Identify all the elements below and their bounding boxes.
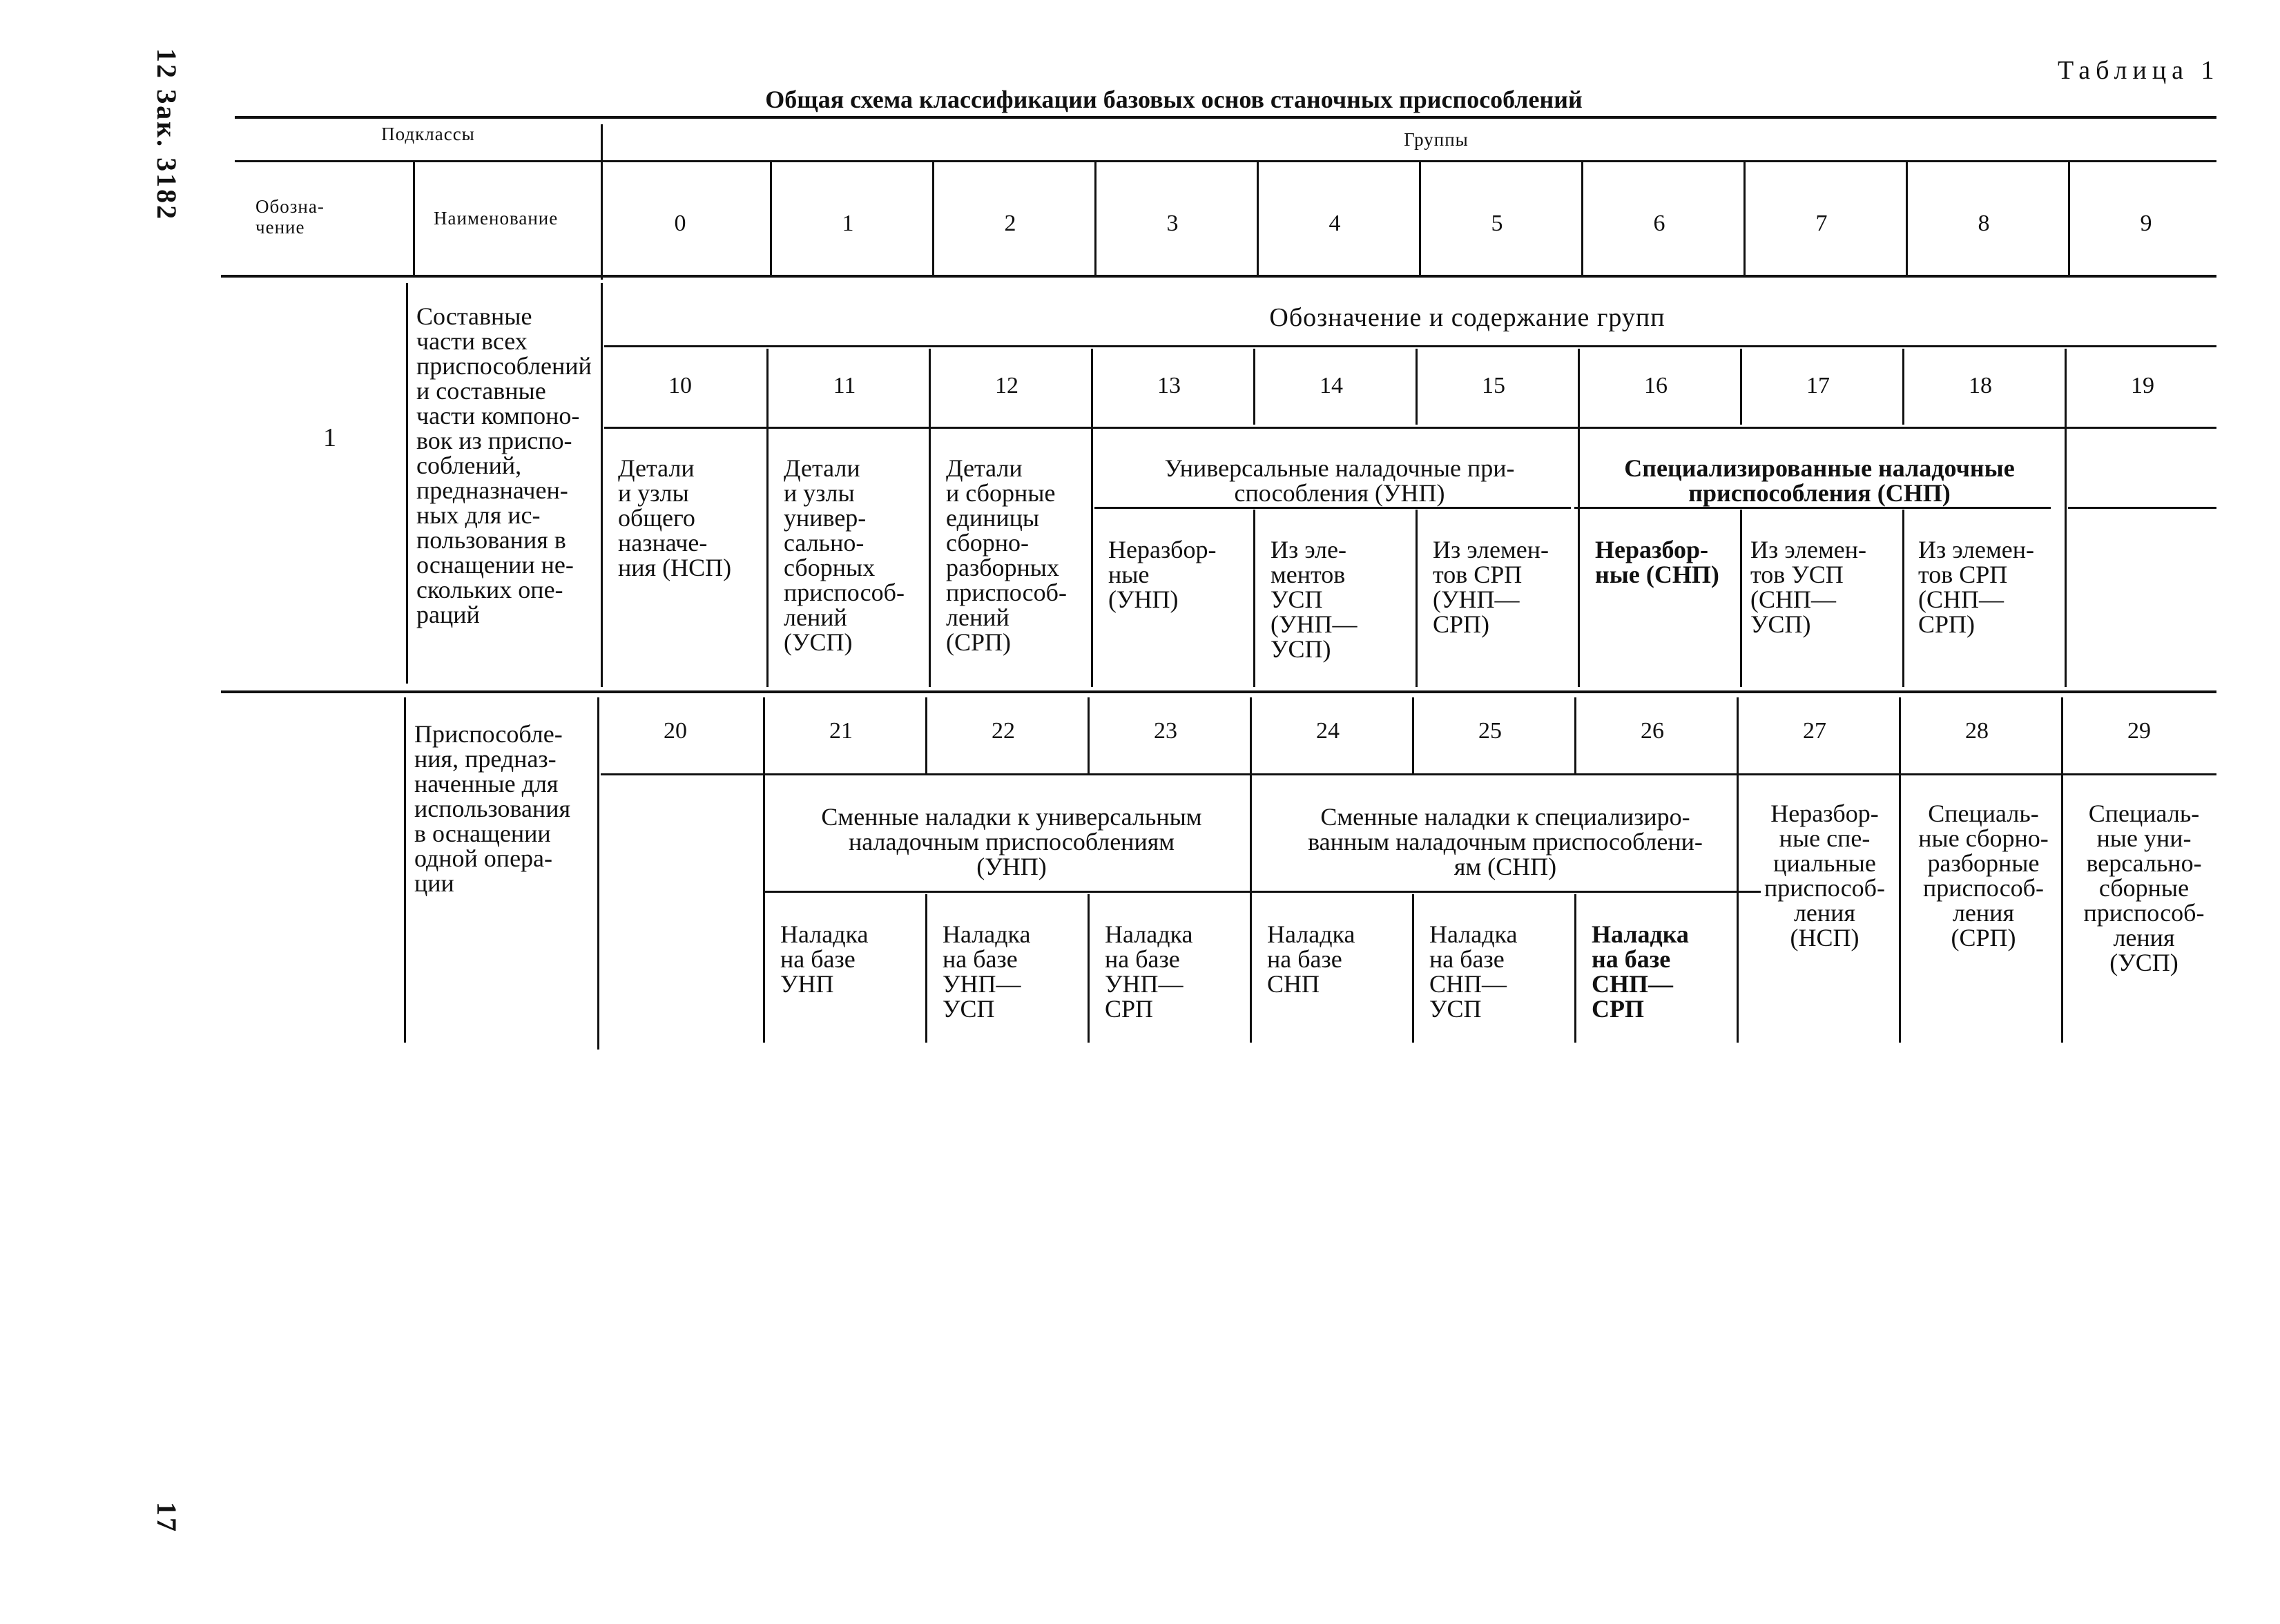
unp-header: Универсальные наладочные при- способления (УНП) bbox=[1164, 454, 1515, 507]
group-code-26: 26 bbox=[1641, 718, 1664, 744]
cell-15: Из элемен- тов СРП (УНП— СРП) bbox=[1433, 536, 1549, 638]
cell-16: Неразбор- ные (СНП) bbox=[1595, 536, 1719, 588]
cell-26: Наладка на базе СНП— СРП bbox=[1592, 920, 1689, 1023]
group-code-12: 12 bbox=[995, 373, 1018, 398]
group-number-2: 2 bbox=[1004, 211, 1016, 236]
vline bbox=[601, 283, 603, 687]
cell-28: Специаль- ные сборно- разборные приспособ- ления (СРП) bbox=[1918, 800, 2049, 951]
group-number-3: 3 bbox=[1166, 211, 1179, 236]
vline bbox=[2061, 697, 2063, 1043]
group-number-5: 5 bbox=[1491, 211, 1503, 236]
cell-27: Неразбор- ные спе- циальные приспособ- ления (НСП) bbox=[1764, 800, 1885, 951]
vline bbox=[1574, 894, 1576, 1043]
group-code-11: 11 bbox=[833, 373, 856, 398]
group-code-22: 22 bbox=[992, 718, 1015, 744]
cell-23: Наладка на базе УНП— СРП bbox=[1105, 920, 1193, 1023]
group-number-7: 7 bbox=[1815, 211, 1828, 236]
groups-header: Группы bbox=[1404, 129, 1469, 150]
group-code-28: 28 bbox=[1965, 718, 1989, 744]
order-number: 12 Зак. 3182 bbox=[151, 48, 182, 222]
name-header: Наименование bbox=[434, 208, 559, 229]
row1-name: Составные части всех приспособлений и составные части компоно- вок из приспо- соблений, предназначен- ных для ис- пользования в оснащении не- скольких опе- раций bbox=[416, 302, 592, 628]
group-code-13: 13 bbox=[1157, 373, 1181, 398]
cell-22: Наладка на базе УНП— УСП bbox=[943, 920, 1031, 1023]
vline bbox=[1902, 510, 1904, 687]
rule-setup-headers bbox=[763, 891, 1761, 893]
group-code-21: 21 bbox=[829, 718, 853, 744]
page-number: 17 bbox=[151, 1502, 182, 1534]
rule-row1-bottom bbox=[221, 690, 2216, 693]
vline bbox=[1740, 510, 1742, 687]
group-code-27: 27 bbox=[1803, 718, 1826, 744]
group-number-0: 0 bbox=[674, 211, 686, 236]
unp-setup-header: Сменные наладки к универсальным наладочным приспособлениям (УНП) bbox=[821, 803, 1202, 880]
rule-under-heading bbox=[604, 345, 2216, 347]
group-code-10: 10 bbox=[668, 373, 692, 398]
row2-name: Приспособле- ния, предназ- наченные для использования в оснащении одной опера- ции bbox=[414, 720, 571, 897]
vline bbox=[763, 697, 765, 1043]
group-number-1: 1 bbox=[842, 211, 854, 236]
vline bbox=[1253, 510, 1255, 687]
group-number-6: 6 bbox=[1653, 211, 1665, 236]
row1-heading: Обозначение и содержание групп bbox=[1269, 303, 1665, 332]
cell-11: Детали и узлы универ- сально- сборных приспособ- лений (УСП) bbox=[784, 454, 905, 656]
group-code-15: 15 bbox=[1482, 373, 1505, 398]
rule-col19 bbox=[2068, 507, 2216, 509]
rule-unp-header bbox=[1094, 507, 1571, 509]
group-code-14: 14 bbox=[1320, 373, 1343, 398]
group-number-4: 4 bbox=[1329, 211, 1341, 236]
vline bbox=[1412, 894, 1414, 1043]
cell-24: Наладка на базе СНП bbox=[1267, 920, 1355, 998]
cell-13: Неразбор- ные (УНП) bbox=[1108, 536, 1217, 613]
table-title: Общая схема классификации базовых основ станочных приспособлений bbox=[765, 86, 1583, 113]
group-code-18: 18 bbox=[1969, 373, 1992, 398]
cell-29: Специаль- ные уни- версально- сборные приспособ- ления (УСП) bbox=[2083, 800, 2205, 976]
vline bbox=[406, 283, 408, 684]
subclasses-header: Подклассы bbox=[381, 124, 475, 144]
row1-code: 1 bbox=[323, 423, 336, 452]
group-code-23: 23 bbox=[1154, 718, 1177, 744]
vline bbox=[1091, 349, 1093, 687]
group-code-19: 19 bbox=[2131, 373, 2154, 398]
vline bbox=[413, 162, 415, 276]
snp-header: Специализированные наладочные приспособления (СНП) bbox=[1624, 454, 2015, 507]
group-code-24: 24 bbox=[1316, 718, 1340, 744]
group-code-20: 20 bbox=[664, 718, 687, 744]
vline bbox=[2065, 349, 2067, 687]
group-number-9: 9 bbox=[2140, 211, 2152, 236]
vline bbox=[925, 894, 927, 1043]
rule-under-numbers1 bbox=[604, 427, 2216, 429]
vline bbox=[404, 697, 406, 1043]
vline bbox=[929, 349, 931, 687]
vline bbox=[1416, 510, 1418, 687]
group-code-17: 17 bbox=[1806, 373, 1830, 398]
rule-under-groups bbox=[235, 160, 2216, 162]
vline bbox=[766, 349, 769, 687]
cell-14: Из эле- ментов УСП (УНП— УСП) bbox=[1271, 536, 1358, 663]
rule-head-bottom bbox=[221, 275, 2216, 278]
group-code-25: 25 bbox=[1478, 718, 1502, 744]
table-label: Таблица 1 bbox=[2058, 56, 2220, 85]
vline bbox=[1088, 894, 1090, 1043]
cell-18: Из элемен- тов СРП (СНП— СРП) bbox=[1918, 536, 2034, 638]
cell-12: Детали и сборные единицы сборно- разборных приспособ- лений (СРП) bbox=[946, 454, 1067, 656]
vline bbox=[601, 124, 603, 280]
snp-setup-header: Сменные наладки к специализиро- ванным наладочным приспособлени- ям (СНП) bbox=[1308, 803, 1703, 880]
group-code-16: 16 bbox=[1644, 373, 1668, 398]
group-number-8: 8 bbox=[1978, 211, 1990, 236]
vline bbox=[1578, 349, 1580, 687]
cell-10: Детали и узлы общего назначе- ния (НСП) bbox=[618, 454, 732, 581]
cell-25: Наладка на базе СНП— УСП bbox=[1429, 920, 1518, 1023]
group-code-29: 29 bbox=[2127, 718, 2151, 744]
cell-21: Наладка на базе УНП bbox=[780, 920, 869, 998]
rule-under-numbers2 bbox=[601, 773, 2216, 775]
rule-snp-header bbox=[1574, 507, 2051, 509]
rule-top bbox=[235, 116, 2216, 119]
designation-header: Обозна- чение bbox=[255, 196, 325, 238]
cell-17: Из элемен- тов УСП (СНП— УСП) bbox=[1750, 536, 1866, 638]
vline bbox=[597, 697, 599, 1050]
